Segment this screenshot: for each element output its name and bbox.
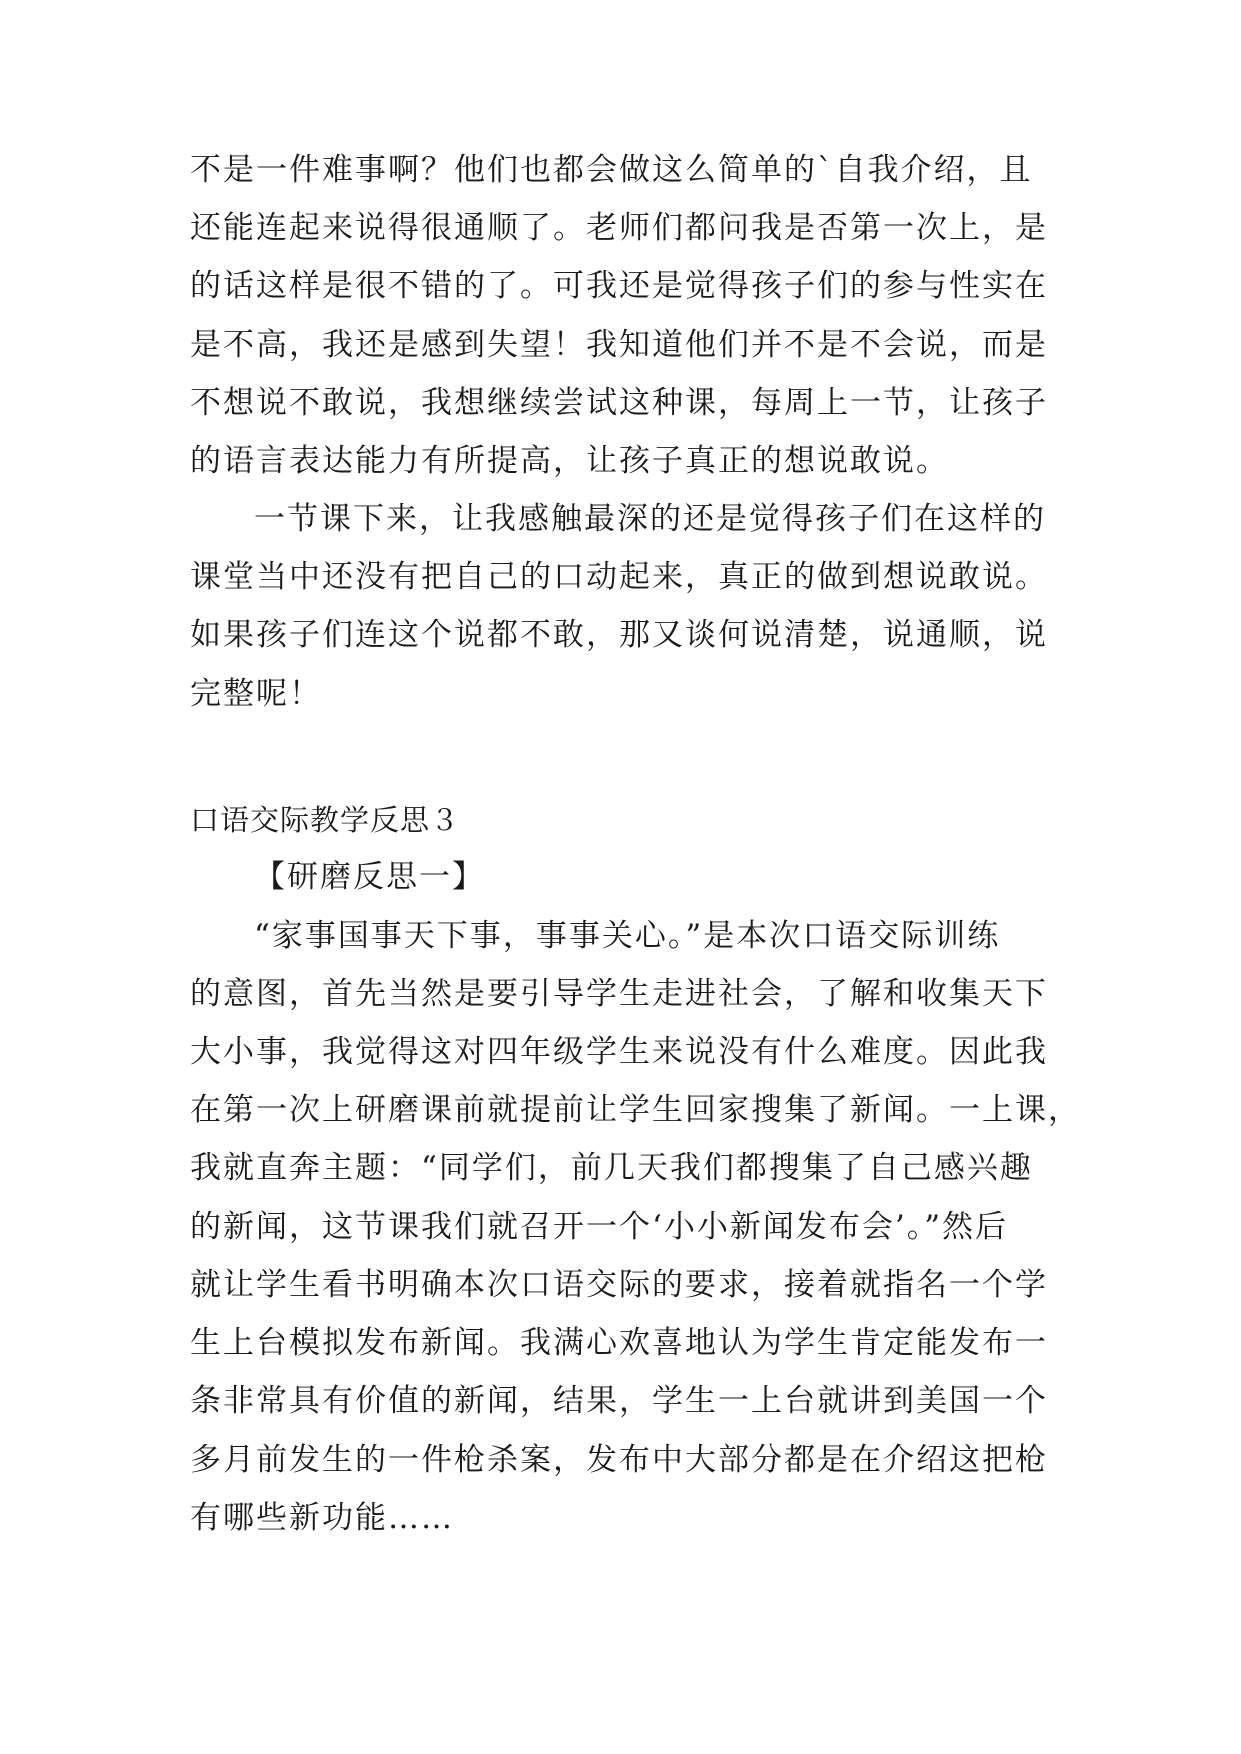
paragraph-line-indented: 一节课下来，让我感触最深的还是觉得孩子们在这样的	[254, 501, 1046, 537]
paragraph-line: 的新闻，这节课我们就召开一个‘小小新闻发布会’。”然后	[190, 1209, 1009, 1245]
paragraph-line: 我就直奔主题：“同学们，前几天我们都搜集了自己感兴趣	[190, 1150, 1033, 1186]
paragraph-line: 如果孩子们连这个说都不敢，那又谈何说清楚，说通顺，说	[190, 617, 1048, 653]
paragraph-line: 的语言表达能力有所提高，让孩子真正的想说敢说。	[190, 443, 949, 479]
paragraph-line: 还能连起来说得很通顺了。老师们都问我是否第一次上，是	[190, 210, 1048, 246]
paragraph-line: 不想说不敢说，我想继续尝试这种课，每周上一节，让孩子	[190, 385, 1048, 421]
paragraph-line: 是不高，我还是感到失望！我知道他们并不是不会说，而是	[190, 327, 1048, 363]
paragraph-line: 就让学生看书明确本次口语交际的要求，接着就指名一个学	[190, 1267, 1048, 1303]
paragraph-line: 多月前发生的一件枪杀案，发布中大部分都是在介绍这把枪	[190, 1442, 1048, 1478]
paragraph-line-indented: “家事国事天下事，事事关心。”是本次口语交际训练	[254, 918, 1001, 954]
paragraph-line: 课堂当中还没有把自己的口动起来，真正的做到想说敢说。	[190, 559, 1048, 595]
paragraph-line: 不是一件难事啊？他们也都会做这么简单的`自我介绍，且	[190, 152, 1033, 188]
paragraph-line: 完整呢！	[190, 676, 322, 712]
paragraph-line: 的话这样是很不错的了。可我还是觉得孩子们的参与性实在	[190, 268, 1048, 304]
paragraph-line: 生上台模拟发布新闻。我满心欢喜地认为学生肯定能发布一	[190, 1325, 1048, 1361]
paragraph-line: 条非常具有价值的新闻，结果，学生一上台就讲到美国一个	[190, 1383, 1048, 1419]
section-title: 口语交际教学反思３	[190, 803, 461, 837]
paragraph-line: 在第一次上研磨课前就提前让学生回家搜集了新闻。一上课，	[190, 1092, 1081, 1128]
paragraph-line: 的意图，首先当然是要引导学生走进社会，了解和收集天下	[190, 976, 1048, 1012]
paragraph-line: 有哪些新功能……	[190, 1500, 454, 1536]
paragraph-line: 大小事，我觉得这对四年级学生来说没有什么难度。因此我	[190, 1034, 1048, 1070]
section-subtitle: 【研磨反思一】	[254, 859, 485, 895]
